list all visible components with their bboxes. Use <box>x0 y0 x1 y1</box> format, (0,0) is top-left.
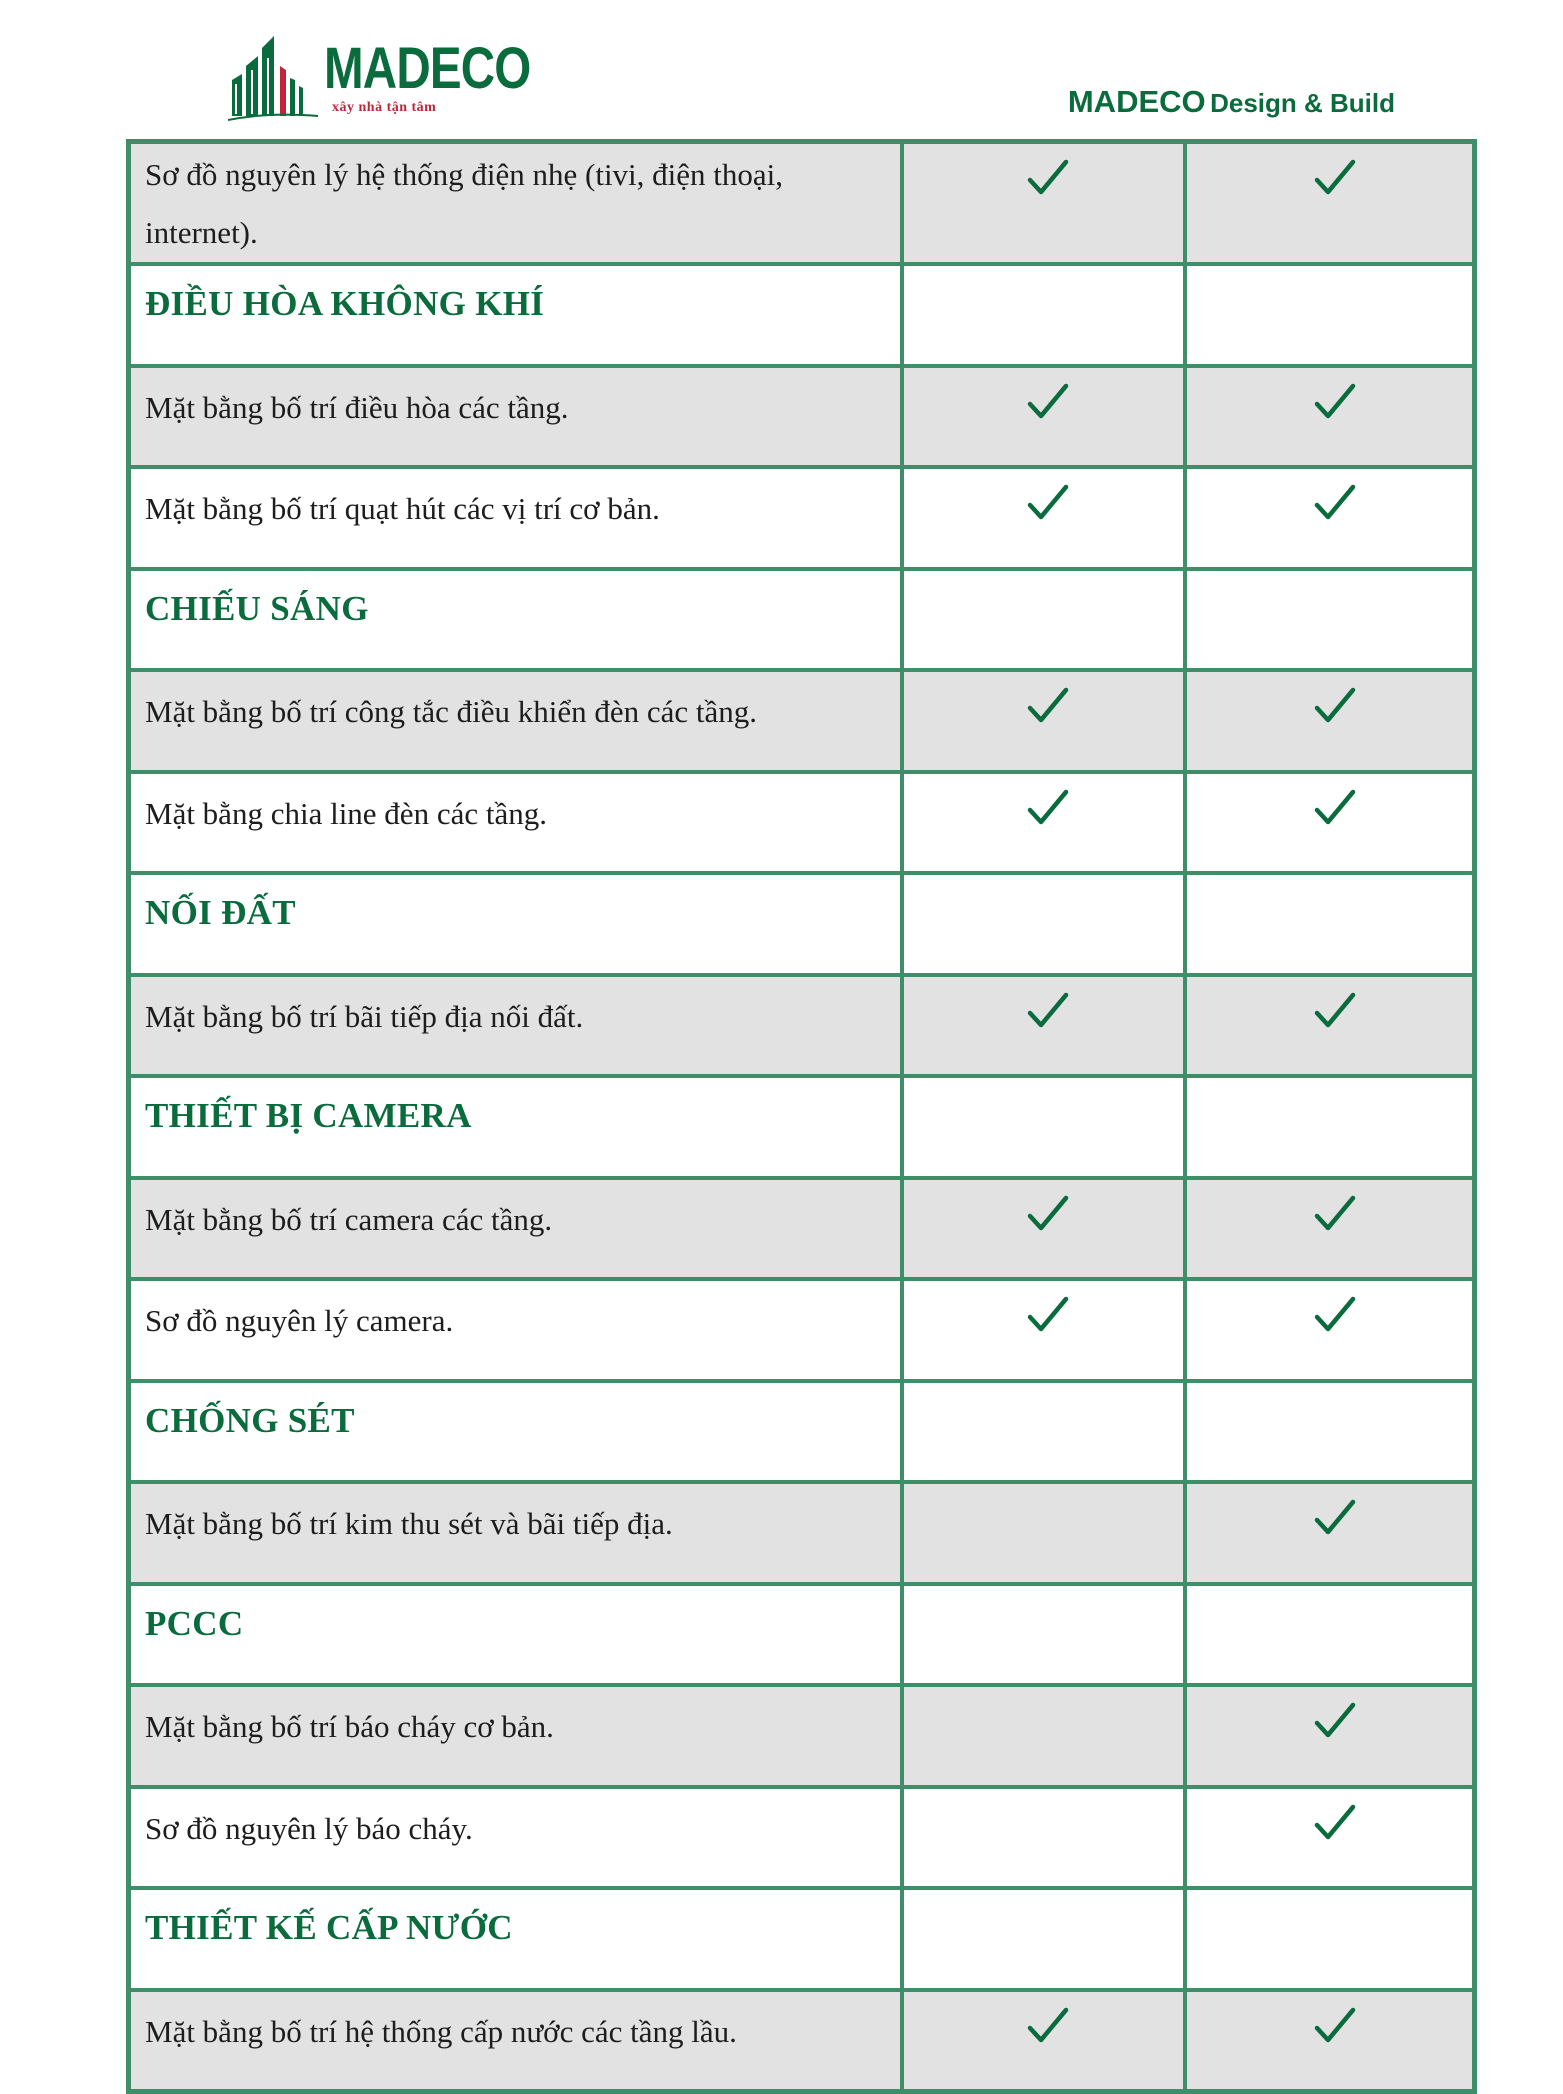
brand-main: MADECO <box>1067 84 1206 119</box>
option-b-cell <box>1185 142 1474 264</box>
description-text: Sơ đồ nguyên lý camera. <box>145 1303 454 1338</box>
section-heading-row <box>129 1888 1474 1990</box>
checkmark-icon <box>1313 788 1357 832</box>
table-row <box>129 142 1474 264</box>
checkmark-icon <box>1026 788 1070 832</box>
option-a-cell <box>902 975 1186 1076</box>
option-b-cell <box>1185 1178 1474 1279</box>
logo-wordmark: MADECO <box>324 36 531 101</box>
option-a-cell <box>902 1178 1186 1279</box>
description-cell <box>129 1279 902 1381</box>
checkmark-icon <box>1313 991 1357 1035</box>
description-text: Mặt bằng bố trí camera các tầng. <box>145 1202 553 1237</box>
checkmark-icon <box>1313 686 1357 730</box>
checkmark-icon <box>1313 1194 1357 1238</box>
option-b-cell <box>1185 1990 1474 2091</box>
option-a-cell <box>902 569 1186 670</box>
description-text: Mặt bằng bố trí điều hòa các tầng. <box>145 390 569 425</box>
option-a-cell <box>902 264 1186 366</box>
option-a-cell <box>902 1584 1186 1685</box>
description-cell <box>129 1787 902 1888</box>
section-heading: NỐI ĐẤT <box>145 893 296 932</box>
description-cell <box>129 1381 902 1482</box>
option-b-cell <box>1185 975 1474 1076</box>
option-a-cell <box>902 873 1186 975</box>
checkmark-icon <box>1313 1295 1357 1339</box>
option-b-cell <box>1185 670 1474 772</box>
description-cell <box>129 1685 902 1787</box>
brand-sub: Design & Build <box>1210 88 1395 118</box>
table-row <box>129 1279 1474 1381</box>
description-text: Mặt bằng bố trí công tắc điều khiển đèn các tầng. <box>145 694 758 729</box>
option-a-cell <box>902 467 1186 569</box>
option-a-cell <box>902 1990 1186 2091</box>
description-text: Mặt bằng bố trí kim thu sét và bãi tiếp địa. <box>145 1506 673 1541</box>
option-a-cell <box>902 1381 1186 1482</box>
table-row <box>129 772 1474 873</box>
option-a-cell <box>902 772 1186 873</box>
section-heading: THIẾT BỊ CAMERA <box>145 1096 472 1135</box>
building-logo-icon <box>228 36 328 122</box>
option-a-cell <box>902 1279 1186 1381</box>
table-row <box>129 670 1474 772</box>
option-b-cell <box>1185 569 1474 670</box>
section-heading-row <box>129 1381 1474 1482</box>
option-b-cell <box>1185 772 1474 873</box>
description-text: Mặt bằng bố trí báo cháy cơ bản. <box>145 1709 554 1744</box>
option-b-cell <box>1185 1888 1474 1990</box>
checkmark-icon <box>1026 2006 1070 2050</box>
deliverables-table <box>126 139 1477 2094</box>
description-cell <box>129 975 902 1076</box>
option-b-cell <box>1185 1685 1474 1787</box>
checkmark-icon <box>1026 158 1070 202</box>
company-logo <box>228 36 531 122</box>
checkmark-icon <box>1026 1194 1070 1238</box>
checkmark-icon <box>1313 382 1357 426</box>
option-a-cell <box>902 366 1186 467</box>
section-heading-row <box>129 1584 1474 1685</box>
option-b-cell <box>1185 467 1474 569</box>
checkmark-icon <box>1026 686 1070 730</box>
option-b-cell <box>1185 1787 1474 1888</box>
description-text: Sơ đồ nguyên lý báo cháy. <box>145 1811 473 1846</box>
table-row <box>129 366 1474 467</box>
checkmark-icon <box>1313 2006 1357 2050</box>
option-b-cell <box>1185 366 1474 467</box>
description-cell <box>129 569 902 670</box>
checkmark-icon <box>1313 1701 1357 1745</box>
section-heading: CHIẾU SÁNG <box>145 589 369 628</box>
description-cell <box>129 366 902 467</box>
description-cell <box>129 670 902 772</box>
option-a-cell <box>902 142 1186 264</box>
description-line: Sơ đồ nguyên lý hệ thống điện nhẹ (tivi, điện thoại, <box>145 157 784 192</box>
option-b-cell <box>1185 1381 1474 1482</box>
section-heading-row <box>129 1076 1474 1178</box>
option-b-cell <box>1185 264 1474 366</box>
option-a-cell <box>902 670 1186 772</box>
description-cell <box>129 142 902 264</box>
section-heading: ĐIỀU HÒA KHÔNG KHÍ <box>145 284 545 323</box>
option-a-cell <box>902 1888 1186 1990</box>
table-row <box>129 1787 1474 1888</box>
option-a-cell <box>902 1787 1186 1888</box>
section-heading: THIẾT KẾ CẤP NƯỚC <box>145 1908 513 1947</box>
section-heading-row <box>129 264 1474 366</box>
checkmark-icon <box>1026 991 1070 1035</box>
checkmark-icon <box>1026 483 1070 527</box>
description-text: Mặt bằng chia line đèn các tầng. <box>145 796 547 831</box>
section-heading: PCCC <box>145 1604 244 1643</box>
option-b-cell <box>1185 1076 1474 1178</box>
description-cell <box>129 467 902 569</box>
checkmark-icon <box>1313 1803 1357 1847</box>
option-b-cell <box>1185 1482 1474 1584</box>
table-row <box>129 1990 1474 2091</box>
checkmark-icon <box>1313 483 1357 527</box>
description-line: internet). <box>145 215 258 250</box>
option-a-cell <box>902 1482 1186 1584</box>
description-cell <box>129 1584 902 1685</box>
description-cell <box>129 1482 902 1584</box>
brand-header <box>1068 84 1395 120</box>
table-row <box>129 975 1474 1076</box>
section-heading: CHỐNG SÉT <box>145 1401 355 1440</box>
option-b-cell <box>1185 1279 1474 1381</box>
option-a-cell <box>902 1076 1186 1178</box>
checkmark-icon <box>1026 1295 1070 1339</box>
table-row <box>129 1482 1474 1584</box>
option-a-cell <box>902 1685 1186 1787</box>
option-b-cell <box>1185 873 1474 975</box>
description-cell <box>129 264 902 366</box>
section-heading-row <box>129 569 1474 670</box>
description-cell <box>129 1888 902 1990</box>
description-cell <box>129 1076 902 1178</box>
description-text: Mặt bằng bố trí hệ thống cấp nước các tầng lầu. <box>145 2014 737 2049</box>
description-cell <box>129 772 902 873</box>
logo-tagline: xây nhà tận tâm <box>332 100 437 115</box>
table-row <box>129 467 1474 569</box>
description-text: Mặt bằng bố trí quạt hút các vị trí cơ bản. <box>145 491 660 526</box>
option-b-cell <box>1185 1584 1474 1685</box>
description-text: Mặt bằng bố trí bãi tiếp địa nối đất. <box>145 999 584 1034</box>
description-cell <box>129 1178 902 1279</box>
table-row <box>129 1178 1474 1279</box>
description-cell <box>129 873 902 975</box>
checkmark-icon <box>1313 1498 1357 1542</box>
checkmark-icon <box>1313 158 1357 202</box>
checkmark-icon <box>1026 382 1070 426</box>
table-row <box>129 1685 1474 1787</box>
description-cell <box>129 1990 902 2091</box>
section-heading-row <box>129 873 1474 975</box>
